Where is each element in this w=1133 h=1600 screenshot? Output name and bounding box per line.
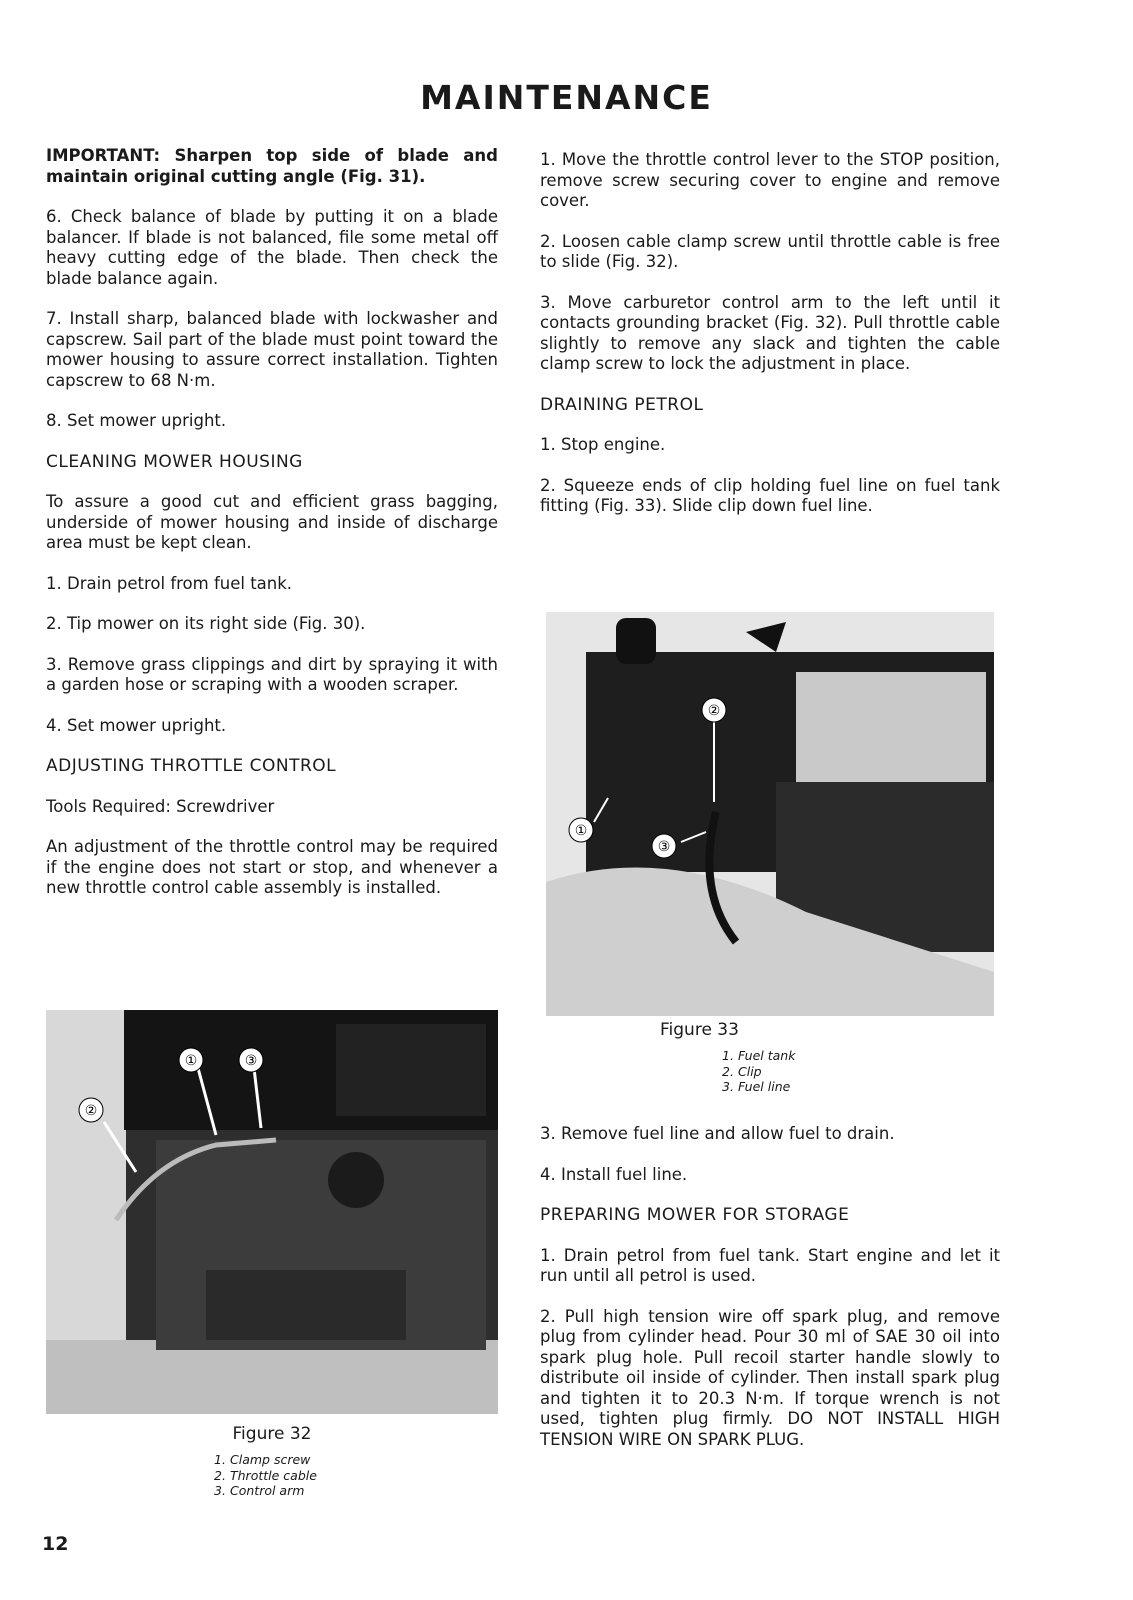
callout-marker: ② [707,703,721,719]
right-column-lower [540,1124,1000,1470]
engine-photo-illustration [46,1010,498,1414]
throttle-heading: ADJUSTING THROTTLE CONTROL [46,756,337,776]
legend-item: 1. Fuel tank [722,1048,796,1063]
storage-step: 2. Pull high tension wire off spark plug, and remove plug from cylinder head. Pour 30 ml of SAE 30 oil into spark plug hole. Pull recoil starter handle slowly to distribute oil inside of cylinder. Then install spark plug and tighten it to 20.3 N·m. If torque wrench is not used, tighten plug firmly. DO NOT INSTALL HIGH TENSION WIRE ON SPARK PLUG. [540,1306,1000,1449]
legend-item: 3. Control arm [214,1483,305,1498]
figure-33-legend [722,1048,795,1095]
callout-marker: ② [84,1103,98,1119]
throttle-intro: An adjustment of the throttle control may be required if the engine does not start or stop, and whenever a new throttle control cable assembly is installed. [46,837,498,897]
draining-step: 2. Squeeze ends of clip holding fuel line on fuel tank fitting (Fig. 33). Slide clip down fuel line. [540,475,1000,515]
callout-marker: ① [184,1053,198,1069]
figure-33-photo [546,612,994,1016]
legend-item: 2. Clip [722,1063,762,1079]
draining-step: 1. Stop engine. [540,435,666,454]
throttle-step: 3. Move carburetor control arm to the left until it contacts grounding bracket (Fig. 32). Pull throttle cable slightly to remove any slack and tighten the cable clamp screw to lock the adjustment in place. [540,292,1000,373]
blade-step-8: 8. Set mower upright. [46,411,227,430]
blade-step-6: 6. Check balance of blade by putting it on a blade balancer. If blade is not balanced, file some metal off heavy cutting edge of the blade. Then check the blade balance again. [46,207,498,288]
important-note: IMPORTANT: Sharpen top side of blade and maintain original cutting angle (Fig. 31). [46,146,498,186]
draining-heading: DRAINING PETROL [540,394,704,415]
legend-item: 3. Fuel line [722,1079,791,1094]
right-column [540,150,1000,537]
figure-32-caption: Figure 32 [232,1424,312,1444]
fuel-tank-photo-illustration [546,612,994,1016]
throttle-step: 2. Loosen cable clamp screw until throttle cable is free to slide (Fig. 32). [540,231,1000,271]
cleaning-heading: CLEANING MOWER HOUSING [46,451,303,472]
figure-32-legend [214,1452,317,1499]
figure-33-caption: Figure 33 [660,1020,739,1040]
legend-item: 1. Clamp screw [214,1452,311,1467]
draining-step: 3. Remove fuel line and allow fuel to drain. [540,1124,895,1143]
cleaning-intro: To assure a good cut and efficient grass bagging, underside of mower housing and inside of discharge area must be kept clean. [46,492,498,552]
callout-marker: ③ [657,839,671,855]
cleaning-step: 2. Tip mower on its right side (Fig. 30). [46,614,366,633]
storage-step: 1. Drain petrol from fuel tank. Start engine and let it run until all petrol is used. [540,1245,1000,1285]
page-title: MAINTENANCE [420,78,713,117]
throttle-step: 1. Move the throttle control lever to the STOP position, remove screw securing cover to engine and remove cover. [540,150,1000,210]
blade-step-7: 7. Install sharp, balanced blade with lockwasher and capscrew. Sail part of the blade must point toward the mower housing to assure correct installation. Tighten capscrew to 68 N·m. [46,309,498,390]
left-column [46,146,498,919]
draining-step: 4. Install fuel line. [540,1164,688,1184]
callout-marker: ③ [244,1053,258,1069]
cleaning-step: 1. Drain petrol from fuel tank. [46,573,293,593]
legend-item: 2. Throttle cable [214,1467,317,1483]
figure-32-photo [46,1010,498,1414]
callout-marker: ① [574,823,588,839]
storage-heading: PREPARING MOWER FOR STORAGE [540,1205,850,1225]
cleaning-step: 4. Set mower upright. [46,715,227,735]
cleaning-step: 3. Remove grass clippings and dirt by spraying it with a garden hose or scraping with a wooden scraper. [46,654,498,694]
tools-required: Tools Required: Screwdriver [46,796,275,816]
page-number: 12 [42,1533,69,1555]
